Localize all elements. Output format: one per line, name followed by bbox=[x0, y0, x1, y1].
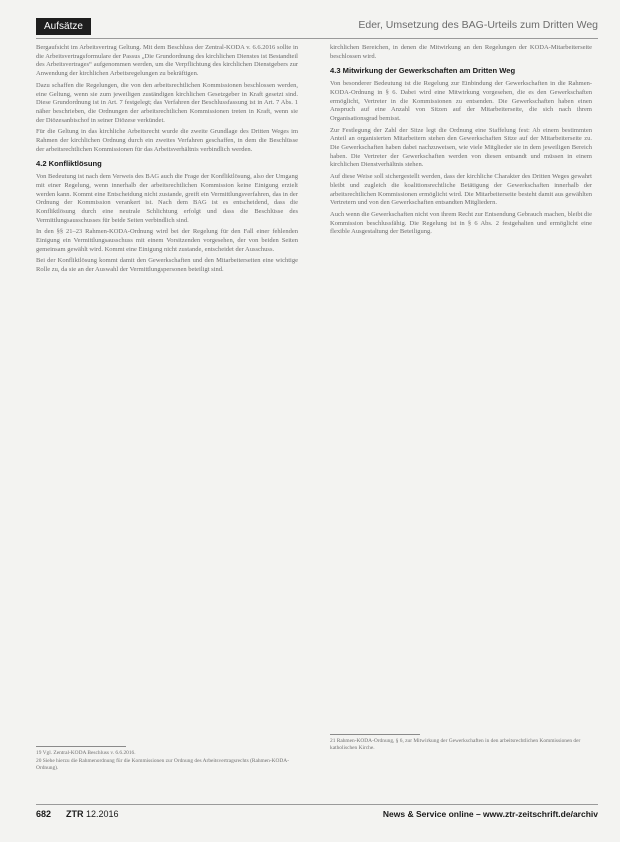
journal-name: ZTR bbox=[66, 809, 84, 819]
right-column bbox=[330, 44, 592, 770]
footnotes-left bbox=[36, 746, 298, 772]
section-heading-union-participation: 4.3 Mitwirkung der Gewerkschaften am Dritten Weg bbox=[330, 66, 516, 76]
footnote: 19 Vgl. Zentral-KODA Beschluss v. 6.6.2016. bbox=[36, 750, 136, 756]
left-paragraph-1: Bergaufsicht im Arbeitsvertrag Geltung. Mit dem Beschluss der Zentral-KODA v. 6.6.2016 sollte in die Arbeitsvertragsformulare der Passus „Die Grundordnung des kirchlichen Dienstes ist Bestandteil des Arbeitsvertrages“ aufgenommen werden, um die Verpflichtung des kirchlichen Dienstgebers zur Anwendung der kirchlichen Arbeitsregelungen zu bekräftigen. bbox=[36, 44, 298, 78]
left-paragraph-2: Dazu schaffen die Regelungen, die von den arbeitsrechtlichen Kommissionen beschlossen werden, eine Geltung, wenn sie zum jeweiligen zuständigen kirchlichen Gesetzgeber in Kraft gesetzt sind. Diese Grundordnung ist in Art. 7 festgelegt; das Verfahren der Beschlussfassung ist in Art. 7 Abs. 1 näher beschrieben, die Ordnungen der arbeitsrechtlichen Kommissionen treten in Kraft, wenn sie der Diözesanbischof in seiner Diözese verkündet. bbox=[36, 81, 298, 124]
footnote-rule bbox=[330, 734, 420, 735]
journal-label bbox=[66, 809, 119, 819]
footer-rule bbox=[36, 804, 598, 805]
page-number: 682 bbox=[36, 809, 52, 819]
section-heading-conflict-resolution: 4.2 Konfliktlösung bbox=[36, 159, 102, 169]
footnote: 21 Rahmen-KODA-Ordnung, § 6, zur Mitwirkung der Gewerkschaften in den arbeitsrechtlichen Kommissionen der katholischen Kirche. bbox=[330, 738, 581, 751]
left-column bbox=[36, 44, 298, 770]
right-paragraph-1: kirchlichen Bereichen, in denen die Mitwirkung an den Regelungen der KODA-Mitarbeiterseite beschlossen wird. bbox=[330, 44, 592, 60]
left-paragraph-3: Für die Geltung in das kirchliche Arbeitsrecht wurde die zweite Grundlage des Dritten Weges im Rahmen der kirchlichen Ordnung durch ein zweites Verfahren geschaffen, in dem die Beschlüsse der arbeitsrechtlichen Kommissionen für das Arbeitsverhältnis verbindlich werden. bbox=[36, 128, 298, 153]
footnote: 20 Siehe hierzu die Rahmenordnung für die Kommissionen zur Ordnung des Arbeitsvertragsrechts (Rahmen-KODA-Ordnung). bbox=[36, 757, 289, 771]
right-paragraph-4: Auf diese Weise soll sichergestellt werden, dass der kirchliche Charakter des Dritten Weges gewahrt bleibt und zugleich die koalitionsrechtliche Betätigung der Gewerkschaften innerhalb der arbeitsrechtlichen Kommissionen ermöglicht wird. Die Mitarbeiterseite besteht damit aus gewählten Vertretern und von den Gewerkschaften entsandten Mitgliedern. bbox=[330, 173, 592, 207]
section-tag: Aufsätze bbox=[36, 18, 91, 35]
left-paragraph-4: Von Bedeutung ist nach dem Verweis des BAG auch die Frage der Konfliktlösung, also der Umgang mit einer Regelung, wenn innerhalb der arbeitsrechtlichen Kommission keine Einigung erzielt werden kann. Kommt eine Entscheidung nicht zustande, greift ein Vermittlungsverfahren, das in der Ordnung der Kommission verankert ist. Nach dem BAG ist es entscheidend, dass die Konfliktlösung durch eine neutrale Schlichtung erfolgt und dass die Beschlüsse des Vermittlungsausschusses für beide Seiten verbindlich sind. bbox=[36, 173, 298, 224]
page-header bbox=[36, 16, 598, 40]
footnote-rule bbox=[36, 746, 126, 747]
journal-issue: 12.2016 bbox=[86, 809, 119, 819]
header-rule bbox=[36, 38, 598, 39]
left-paragraph-5: In den §§ 21–23 Rahmen-KODA-Ordnung wird bei der Regelung für den Fall einer fehlenden Einigung ein Vermittlungsausschuss mit einem Vorsitzenden vorgesehen, der von beiden Seiten gemeinsam gewählt wird. Kommt eine Einigung nicht zustande, entscheidet der Ausschuss. bbox=[36, 228, 298, 253]
running-title: Eder, Umsetzung des BAG-Urteils zum Dritten Weg bbox=[358, 19, 598, 31]
right-paragraph-2: Von besonderer Bedeutung ist die Regelung zur Einbindung der Gewerkschaften in die Rahmen-KODA-Ordnung in § 6. Dabei wird eine Mitwirkung vorgesehen, die es den Gewerkschaften ermöglicht, Vertreter in die Kommissionen zu entsenden. Die Gewerkschaften haben einen Anspruch auf eine Anzahl von Sitzen auf der Mitarbeiterseite, die sich nach ihrem Organisationsgrad bemisst. bbox=[330, 80, 592, 122]
archive-link[interactable]: News & Service online – www.ztr-zeitschrift.de/archiv bbox=[382, 809, 598, 819]
footnotes-right bbox=[330, 734, 592, 753]
page-footer bbox=[36, 804, 598, 822]
left-paragraph-6: Bei der Konfliktlösung kommt damit den Gewerkschaften und den Mitarbeiterseiten eine wichtige Rolle zu, da sie an der Auswahl der Vermittlungspersonen beteiligt sind. bbox=[36, 257, 298, 274]
right-paragraph-3: Zur Festlegung der Zahl der Sitze legt die Ordnung eine Staffelung fest: Ab einem bestimmten Anteil an organisierten Mitarbeitern stehen den Gewerkschaften Sitze auf der Mitarbeiterseite zu. Die Gewerkschaften haben dabei nachzuweisen, wie viele Mitglieder sie in dem jeweiligen Bereich haben. Die Vertreter der Gewerkschaften werden von diesen entsandt und müssen in einem kirchlichen Dienstverhältnis stehen. bbox=[330, 126, 592, 169]
right-paragraph-5: Auch wenn die Gewerkschaften nicht von ihrem Recht zur Entsendung Gebrauch machen, bleibt die Kommission beschlussfähig. Die Regelung ist in § 6 Abs. 2 festgehalten und ermöglicht eine flexible Ausgestaltung der Beteiligung. bbox=[330, 210, 592, 236]
